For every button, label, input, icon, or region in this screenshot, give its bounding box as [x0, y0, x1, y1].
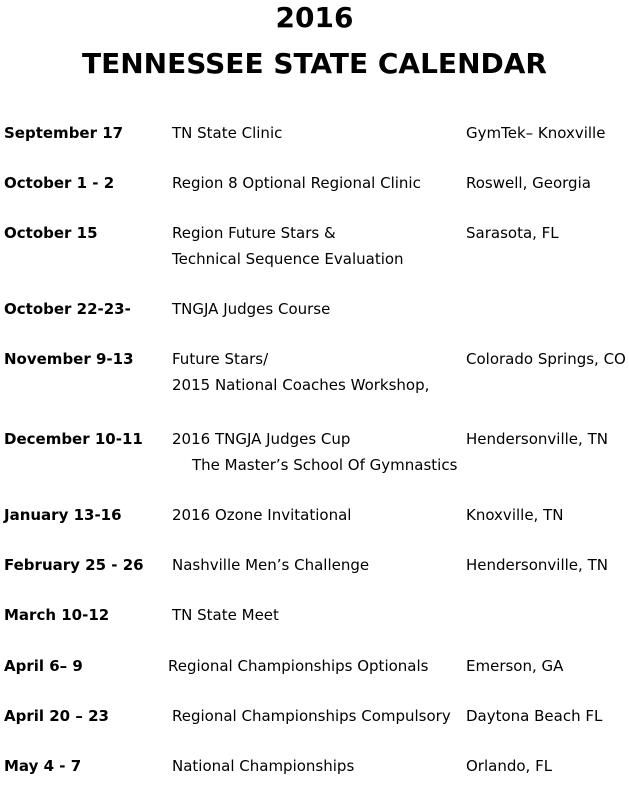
- event-date: February 25 - 26: [4, 556, 144, 574]
- event-name-line: Nashville Men’s Challenge: [172, 556, 370, 574]
- event-name-line-2: The Master’s School Of Gymnastics: [192, 456, 458, 474]
- event-date: October 1 - 2: [4, 174, 115, 192]
- event-name-line: TN State Clinic: [172, 124, 283, 142]
- event-name-line: Region Future Stars &: [172, 224, 336, 242]
- event-name: [172, 502, 351, 528]
- event-row: [0, 706, 629, 754]
- calendar-year: 2016: [275, 1, 354, 34]
- event-location: Roswell, Georgia: [466, 174, 591, 192]
- event-date: March 10-12: [4, 606, 110, 624]
- event-location: GymTek– Knoxville: [466, 124, 606, 142]
- event-name: [172, 552, 369, 578]
- event-name: [172, 703, 451, 729]
- event-name-line: TN State Meet: [172, 606, 279, 624]
- event-name: [172, 296, 330, 322]
- event-name: [172, 426, 457, 478]
- event-name: [172, 120, 282, 146]
- event-date: December 10-11: [4, 430, 143, 448]
- event-row: [0, 349, 629, 397]
- event-location: Daytona Beach FL: [466, 707, 603, 725]
- event-date: November 9-13: [4, 350, 134, 368]
- event-location: Emerson, GA: [466, 657, 564, 675]
- event-name-line: Region 8 Optional Regional Clinic: [172, 174, 421, 192]
- event-date: January 13-16: [4, 506, 122, 524]
- event-name-line: Regional Championships Compulsory: [172, 707, 451, 725]
- event-location: Orlando, FL: [466, 757, 553, 775]
- event-location: Knoxville, TN: [466, 506, 564, 524]
- event-location: Hendersonville, TN: [466, 430, 608, 448]
- event-name-line: Regional Championships Optionals: [168, 657, 429, 675]
- event-date: September 17: [4, 124, 124, 142]
- event-name-line: 2016 TNGJA Judges Cup: [172, 430, 351, 448]
- event-location: Hendersonville, TN: [466, 556, 608, 574]
- event-row: [0, 656, 629, 704]
- event-name: [172, 602, 279, 628]
- event-name: [172, 220, 404, 272]
- event-row: [0, 429, 629, 477]
- event-date: May 4 - 7: [4, 757, 82, 775]
- event-row: [0, 555, 629, 603]
- event-row: [0, 505, 629, 553]
- event-row: [0, 223, 629, 271]
- event-name-line: 2016 Ozone Invitational: [172, 506, 352, 524]
- event-name: [172, 170, 421, 196]
- event-row: [0, 299, 629, 347]
- event-name: [172, 346, 429, 398]
- event-name-line: TNGJA Judges Course: [172, 300, 331, 318]
- event-date: April 20 – 23: [4, 707, 109, 725]
- event-row: [0, 173, 629, 221]
- event-name: [168, 653, 428, 679]
- event-name-line-2: 2015 National Coaches Workshop,: [172, 376, 430, 394]
- event-row: [0, 756, 629, 804]
- event-row: [0, 605, 629, 653]
- event-location: Sarasota, FL: [466, 224, 559, 242]
- event-name: [172, 753, 354, 779]
- event-name-line: Future Stars/: [172, 350, 269, 368]
- event-date: October 22-23-: [4, 300, 131, 318]
- event-location: Colorado Springs, CO: [466, 350, 626, 368]
- event-date: April 6– 9: [4, 657, 83, 675]
- calendar-title: TENNESSEE STATE CALENDAR: [82, 47, 547, 80]
- event-row: [0, 123, 629, 171]
- event-name-line-2: Technical Sequence Evaluation: [172, 250, 404, 268]
- event-name-line: National Championships: [172, 757, 355, 775]
- event-date: October 15: [4, 224, 98, 242]
